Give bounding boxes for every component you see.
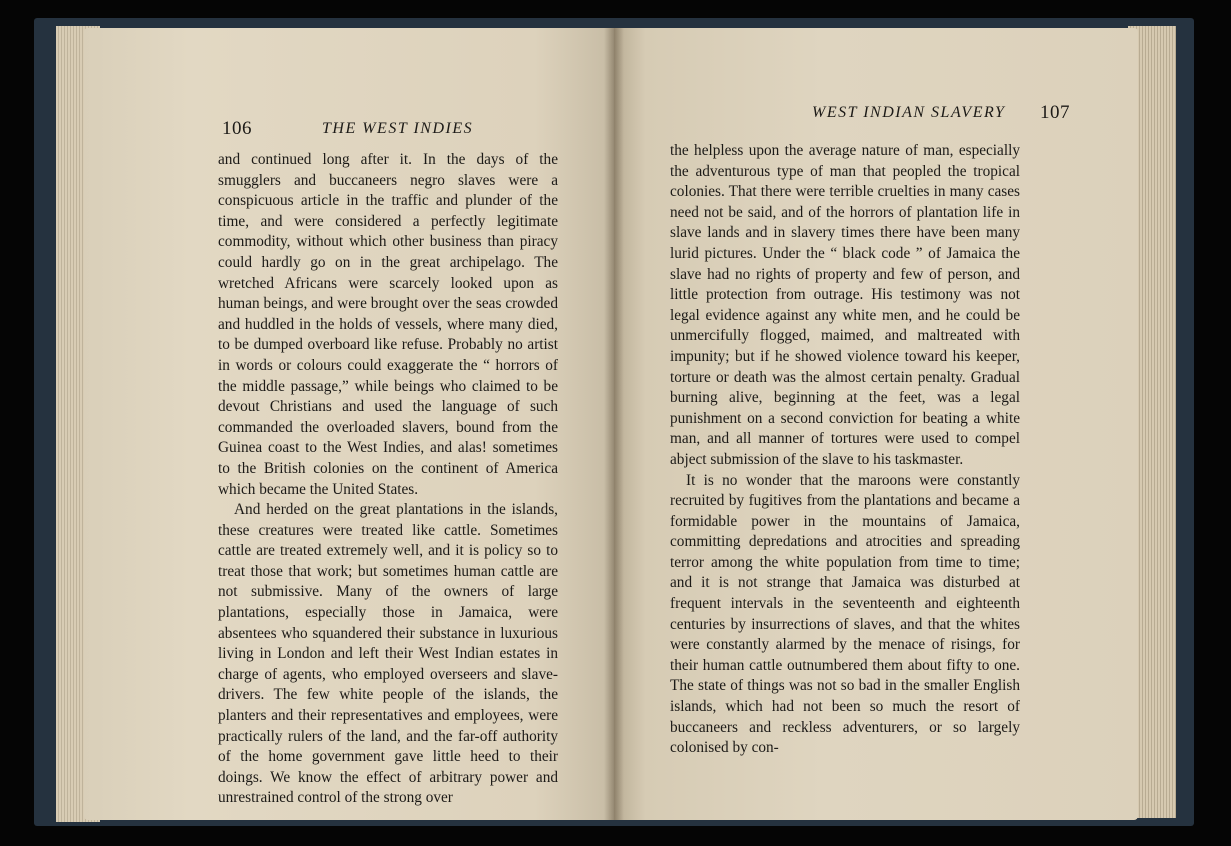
right-paragraph-1: the helpless upon the average nature of man, especially the adventurous type of man that peopled the tropical colonies. That there were terrible cruelties in many cases need not be said, and of the horrors of plantation life in slave lands and in slavery times there have been many lurid pictures. Under the “ black code ” of Jamaica the slave had no rights of property and few of person, and little protection from outrage. His testimony was not legal evidence against any white men, and he could be unmercifully flogged, maimed, and maltreated with impunity; but if he showed violence toward his keeper, torture or death was the almost certain penalty. Gradual burning alive, beginning at the feet, was a legal punishment on a second conviction for beating a white man, and all manner of tortures were used to compel abject submission of the slave to his taskmaster. — [670, 142, 1020, 468]
right-page-number: 107 — [1040, 102, 1070, 123]
left-paragraph-1: and continued long after it. In the days of the smugglers and buccaneers negro slaves were a conspicuous article in the traffic and plunder of the time, and were considered a perfectly legitimate commodity, without which other business than piracy could hardly go on in the great archipelago. The wretched Africans were scarcely looked upon as human beings, and were brought over the seas crowded and huddled in the holds of vessels, where many died, to be dumped overboard like refuse. Probably no artist in words or colours could exaggerate the “ horrors of the middle passage,” while beings who claimed to be devout Christians and used the language of such commanded the overloaded slavers, bound from the Guinea coast to the West Indies, and alas! sometimes to the British colonies on the continent of America which became the United States. — [218, 151, 558, 498]
right-running-title: WEST INDIAN SLAVERY — [812, 104, 1006, 121]
book-gutter — [604, 28, 624, 820]
left-page-number: 106 — [222, 118, 252, 139]
right-page — [614, 28, 1138, 820]
left-paragraph-2: And herded on the great plantations in the islands, these creatures were treated like cattle. Sometimes cattle are treated extremely well, and it is policy so to treat those that work; but sometimes human cattle are not submissive. Many of the owners of large plantations, especially those in Jamaica, were absentees who squandered their substance in luxurious living in London and left their West Indian estates in charge of agents, who employed overseers and slave-drivers. The few white people of the islands, the planters and their representatives and employees, were practically rulers of the land, and the far-off authority of the home government gave little heed to their doings. We know the effect of arbitrary power and unrestrained control of the strong over — [218, 501, 558, 807]
left-running-title: THE WEST INDIES — [322, 120, 474, 137]
left-body-text — [218, 150, 558, 809]
right-body-text — [670, 141, 1020, 759]
left-page — [84, 28, 614, 820]
right-paragraph-2: It is no wonder that the maroons were constantly recruited by fugitives from the plantations and became a formidable power in the mountains of Jamaica, committing depredations and atrocities and spreading terror among the white population from time to time; and it is not strange that Jamaica was disturbed at frequent intervals in the seventeenth and eighteenth centuries by insurrections of slaves, and that the whites were constantly alarmed by the menace of risings, for their human cattle outnumbered them about fifty to one. The state of things was not so bad in the smaller English islands, which had not been so much the resort of buccaneers and reckless adventurers, or so largely colonised by con- — [670, 471, 1020, 757]
